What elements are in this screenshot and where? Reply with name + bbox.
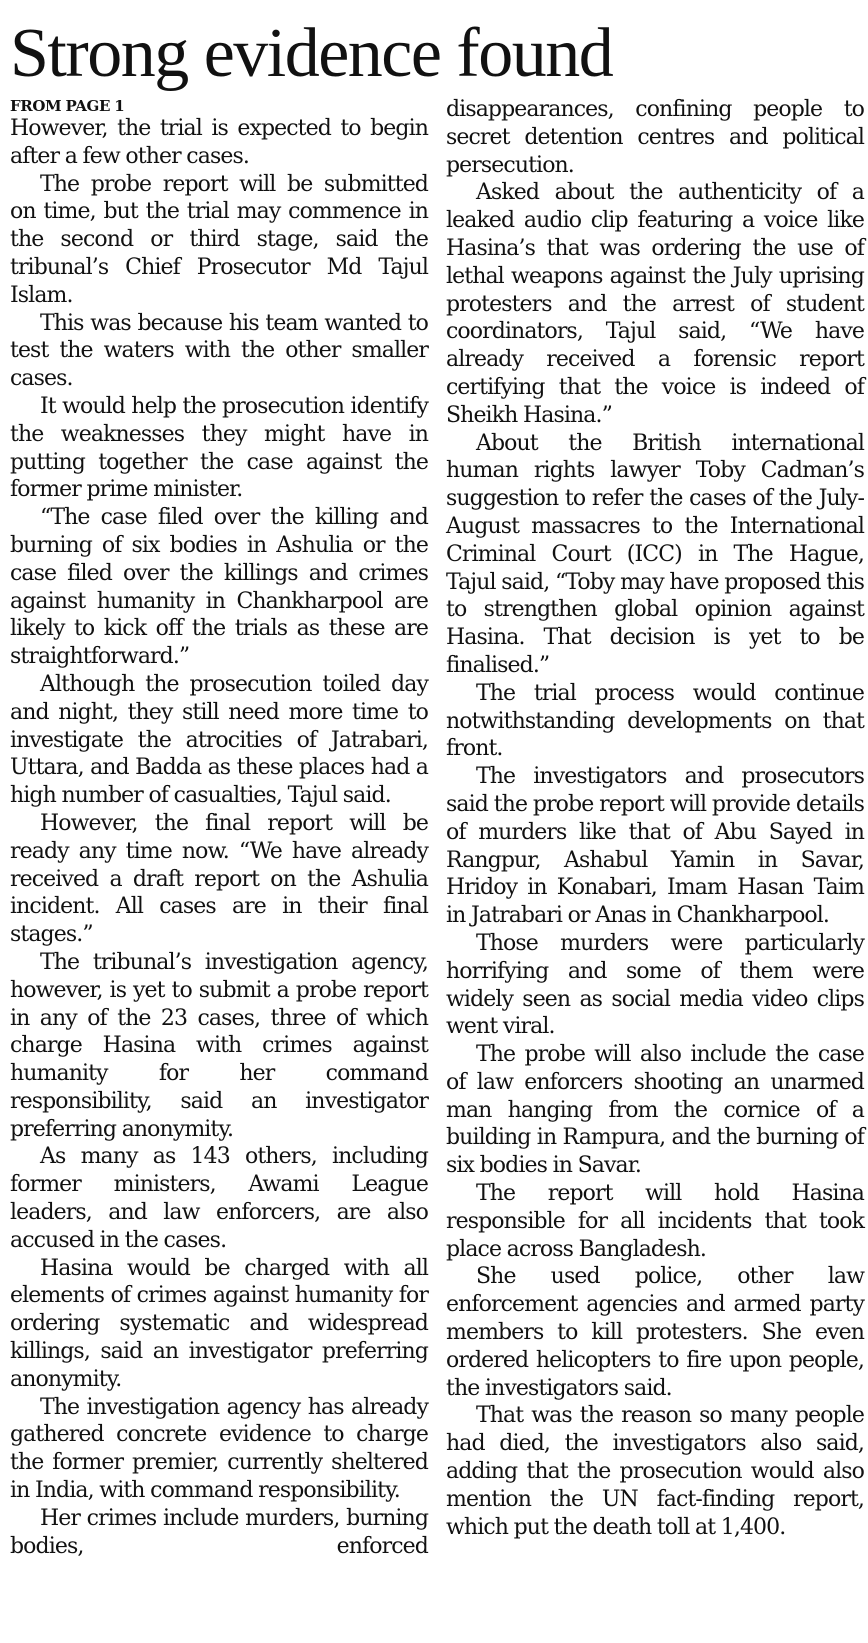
paragraph: Asked about the authenticity of a leaked audio clip featuring a voice like Hasina’s that was ordering the use of lethal weapons against the July uprising protesters and the arrest of student coordinators, Tajul said, “We have already received a forensic report certifying that the voice is indeed of Sheikh Hasina.” [446,180,864,428]
paragraph: However, the final report will be ready any time now. “We have already received a draft report on the Ashulia incident. All cases are in their final stages.” [10,810,428,948]
paragraph: About the British international human rights lawyer Toby Cadman’s suggestion to refer the cases of the July-August massacres to the International Criminal Court (ICC) in The Hague, Tajul said, “Toby may have proposed this to strengthen global opinion against Hasina. That decision is yet to be finalised.” [446,430,864,678]
paragraph: That was the reason so many people had died, the investigators also said, adding that the prosecution would also mention the UN fact-finding report, which put the death toll at 1,400. [446,1403,864,1540]
paragraph: The tribunal’s investigation agency, however, is yet to submit a probe report in any of the 23 cases, three of which charge Hasina with crimes against humanity for her command responsibility, said an investigator preferring anonymity. [10,949,428,1142]
kicker-from-page: FROM PAGE 1 [10,97,125,115]
paragraph: The trial process would continue notwithstanding developments on that front. [446,680,864,762]
paragraph: Hasina would be charged with all elements of crimes against humanity for ordering systematic and widespread killings, said an investigator preferring anonymity. [10,1255,428,1392]
paragraph: Although the prosecution toiled day and night, they still need more time to investigate the atrocities of Jatrabari, Uttara, and Badda as these places had a high number of casualties, Tajul said. [10,671,428,809]
paragraph: It would help the prosecution identify the weaknesses they might have in putting together the case against the former prime minister. [10,393,428,503]
paragraph: disappearances, confining people to secret detention centres and political persecution. [446,97,864,178]
paragraph: As many as 143 others, including former ministers, Awami League leaders, and law enforcers, are also accused in the cases. [10,1144,428,1253]
paragraph: The report will hold Hasina responsible for all incidents that took place across Bangladesh. [446,1181,864,1262]
paragraph: However, the trial is expected to begin after a few other cases. [10,116,428,169]
paragraph: The probe report will be submitted on time, but the trial may commence in the second or third stage, said the tribunal’s Chief Prosecutor Md Tajul Islam. [10,171,428,308]
paragraph: The probe will also include the case of law enforcers shooting an unarmed man hanging from the cornice of a building in Rampura, and the burning of six bodies in Savar. [446,1042,864,1179]
paragraph: She used police, other law enforcement agencies and armed party members to kill protesters. She even ordered helicopters to fire upon people, the investigators said. [446,1264,864,1401]
paragraph: Those murders were particularly horrifying and some of them were widely seen as social media video clips went viral. [446,930,864,1040]
paragraph: The investigators and prosecutors said the probe report will provide details of murders like that of Abu Sayed in Rangpur, Ashabul Yamin in Savar, Hridoy in Konabari, Imam Hasan Taim in Jatrabari or Anas in Chankharpool. [446,764,864,929]
paragraph: The investigation agency has already gathered concrete evidence to charge the former premier, currently sheltered in India, with command responsibility. [10,1394,428,1504]
paragraph: “The case filed over the killing and burning of six bodies in Ashulia or the case filed over the killings and crimes against humanity in Chankharpool are likely to kick off the trials as these are straightforward.” [10,505,428,670]
paragraph: Her crimes include murders, burning bodies, enforced [10,1505,428,1559]
left-column [10,96,428,1560]
paragraph: This was because his team wanted to test the waters with the other smaller cases. [10,310,428,392]
right-column [446,96,864,1541]
headline: Strong evidence found [10,15,613,92]
